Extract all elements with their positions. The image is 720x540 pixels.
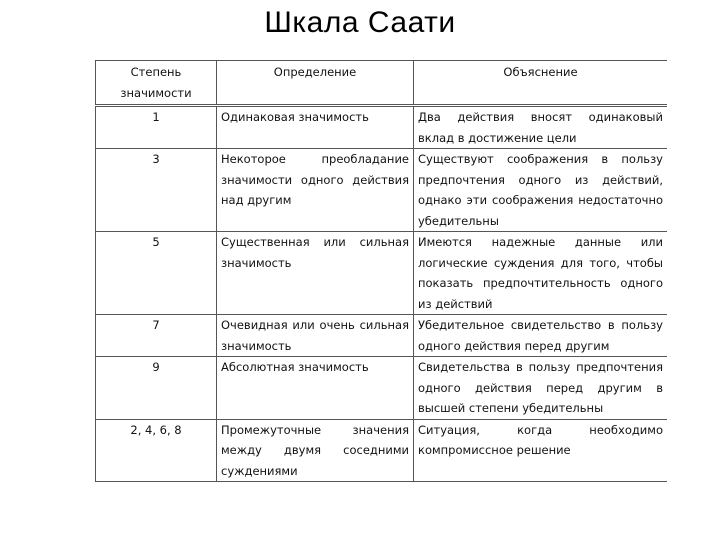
page-title: Шкала Саати [264, 6, 456, 39]
saaty-scale-table-container [95, 60, 667, 540]
degree-cell: 5 [96, 232, 217, 315]
header-definition: Определение [217, 61, 414, 106]
explanation-cell: Убедительное свидетельство в пользу одного действия перед другим [414, 315, 668, 357]
table-row [96, 232, 668, 315]
definition-cell: Промежуточные значения между двумя соседними суждениями [217, 419, 414, 482]
saaty-scale-table [95, 60, 667, 482]
table-row [96, 315, 668, 357]
definition-cell: Абсолютная значимость [217, 357, 414, 420]
definition-cell: Некоторое преобладание значимости одного действия над другим [217, 149, 414, 232]
degree-cell: 2, 4, 6, 8 [96, 419, 217, 482]
header-explanation: Объяснение [414, 61, 668, 106]
degree-cell: 1 [96, 106, 217, 149]
table-row [96, 106, 668, 149]
definition-cell: Существенная или сильная значимость [217, 232, 414, 315]
table-row [96, 357, 668, 420]
explanation-cell: Имеются надежные данные или логические суждения для того, чтобы показать предпочтительность одного из действий [414, 232, 668, 315]
table-header-row [96, 61, 668, 106]
table-row [96, 419, 668, 482]
degree-cell: 3 [96, 149, 217, 232]
degree-cell: 9 [96, 357, 217, 420]
degree-cell: 7 [96, 315, 217, 357]
explanation-cell: Два действия вносят одинаковый вклад в достижение цели [414, 106, 668, 149]
explanation-cell: Свидетельства в пользу предпочтения одного действия перед другим в высшей степени убедительны [414, 357, 668, 420]
definition-cell: Одинаковая значимость [217, 106, 414, 149]
header-degree: Степень значимости [96, 61, 217, 106]
explanation-cell: Существуют соображения в пользу предпочтения одного из действий, однако эти соображения недостаточно убедительны [414, 149, 668, 232]
explanation-cell: Ситуация, когда необходимо компромиссное решение [414, 419, 668, 482]
definition-cell: Очевидная или очень сильная значимость [217, 315, 414, 357]
table-row [96, 149, 668, 232]
